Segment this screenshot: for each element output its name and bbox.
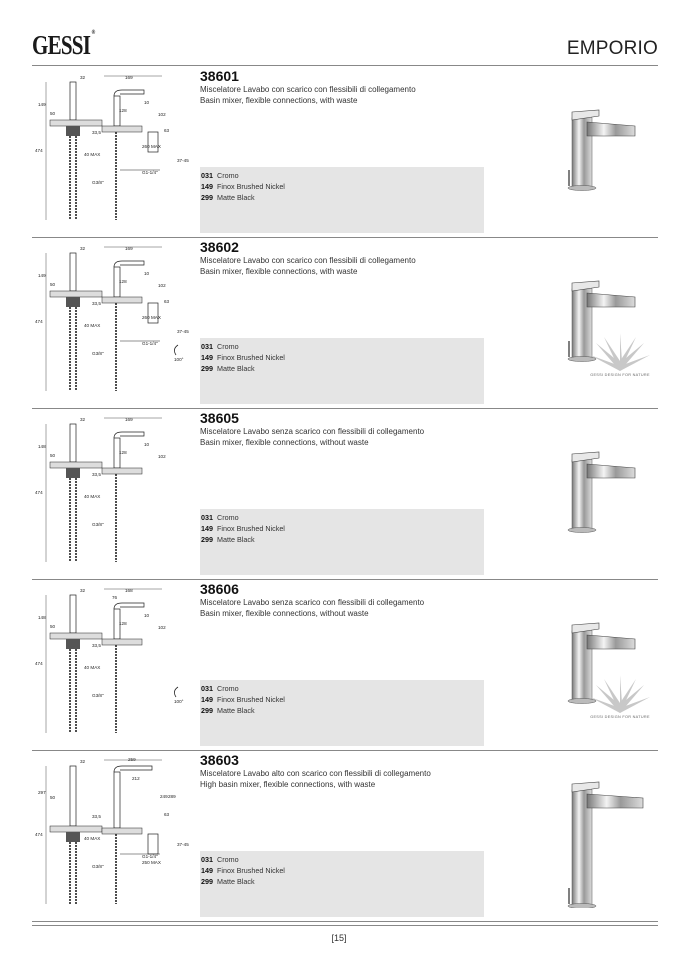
spout-outline — [114, 432, 144, 438]
finish-name: Finox Brushed Nickel — [217, 524, 285, 533]
finish-name: Cromo — [217, 513, 239, 522]
finish-row — [200, 181, 484, 192]
description-italian: Miscelatore Lavabo senza scarico con flessibili di collegamento — [200, 427, 425, 436]
gessi-logo — [32, 30, 94, 61]
finish-name: Cromo — [217, 342, 239, 351]
dimension-label: 297 — [38, 790, 46, 795]
finish-code: 149 — [201, 866, 213, 875]
mounting-nut — [66, 126, 80, 136]
leaf-icon — [580, 675, 660, 715]
finish-code: 299 — [201, 877, 213, 886]
finish-name: Finox Brushed Nickel — [217, 182, 285, 191]
dimension-label: 63 — [164, 299, 170, 304]
dimension-label: 33,5 — [92, 130, 101, 135]
dimension-label: 148 — [38, 615, 46, 620]
design-for-nature-stamp — [580, 675, 660, 725]
dimension-label: 128 — [119, 108, 127, 113]
dimension-label: 102 — [158, 454, 166, 459]
dimension-label: 212 — [132, 776, 140, 781]
dimension-label: 33,5 — [92, 472, 101, 477]
dimension-label: 50 — [50, 795, 56, 800]
dimension-label: 474 — [35, 490, 43, 495]
dimension-label: 474 — [35, 832, 43, 837]
dimension-label: 32 — [80, 417, 86, 422]
mounting-nut — [66, 297, 80, 307]
faucet-base — [568, 186, 596, 191]
product-photo-3 — [527, 436, 647, 566]
series-title: EMPORIO — [566, 38, 658, 59]
dimension-label: G3/8" — [92, 522, 104, 527]
handle-rotation-arc — [174, 687, 178, 697]
finish-code: 299 — [201, 193, 213, 202]
product-description — [200, 597, 424, 619]
finishes-box — [200, 509, 484, 575]
dimension-label: 474 — [35, 319, 43, 324]
technical-drawing-5 — [32, 754, 192, 914]
dimension-label: 10 — [144, 271, 150, 276]
finish-name: Cromo — [217, 855, 239, 864]
countertop-section — [102, 828, 142, 834]
dimension-label: 10 — [144, 613, 150, 618]
faucet-base — [568, 528, 596, 533]
countertop-section — [50, 291, 102, 297]
dimension-label: 50 — [50, 111, 56, 116]
dimension-label: 76 — [112, 595, 118, 600]
finishes-box — [200, 167, 484, 233]
description-english: High basin mixer, flexible connections, with waste — [200, 780, 376, 789]
faucet-spout — [587, 122, 635, 136]
handle-rotation-arc — [174, 345, 178, 355]
dimension-label: 40 MAX — [84, 323, 101, 328]
dimension-label: 100° — [174, 699, 184, 704]
front-view-body — [70, 766, 76, 826]
dimension-label: 102 — [158, 283, 166, 288]
faucet-spout — [587, 293, 635, 307]
spout-outline — [114, 603, 144, 609]
finish-name: Finox Brushed Nickel — [217, 695, 285, 704]
product-description — [200, 768, 431, 790]
finishes-box — [200, 851, 484, 917]
technical-drawing-3 — [32, 412, 192, 572]
leaf-icon — [580, 333, 660, 373]
dimension-label: G3/8" — [92, 693, 104, 698]
product-block-1 — [32, 66, 658, 238]
finish-row — [200, 341, 484, 352]
technical-drawing-1 — [32, 70, 192, 230]
front-view-body — [70, 82, 76, 120]
finish-name: Matte Black — [217, 535, 255, 544]
product-description — [200, 255, 416, 277]
dimension-label: 128 — [119, 279, 127, 284]
dimension-label: 102 — [158, 112, 166, 117]
countertop-section — [102, 468, 142, 474]
dimension-label: 32 — [80, 75, 86, 80]
countertop-section — [102, 126, 142, 132]
finish-code: 031 — [201, 684, 213, 693]
countertop-section — [50, 826, 102, 832]
faucet-spout — [587, 794, 643, 808]
finish-row — [200, 170, 484, 181]
product-photo-5 — [527, 778, 647, 908]
waste-outline — [148, 132, 158, 152]
mounting-nut — [66, 832, 80, 842]
dimension-label: 169 — [125, 246, 133, 251]
product-block-2 — [32, 237, 658, 409]
finish-name: Cromo — [217, 684, 239, 693]
finish-name: Finox Brushed Nickel — [217, 353, 285, 362]
mounting-nut — [66, 639, 80, 649]
finish-code: 031 — [201, 342, 213, 351]
description-italian: Miscelatore Lavabo alto con scarico con flessibili di collegamento — [200, 769, 431, 778]
product-photo-1 — [527, 94, 647, 224]
finish-code: 031 — [201, 855, 213, 864]
finishes-box — [200, 338, 484, 404]
dimension-label: 63 — [164, 128, 170, 133]
finish-row — [200, 352, 484, 363]
finish-code: 299 — [201, 364, 213, 373]
finish-name: Matte Black — [217, 364, 255, 373]
design-for-nature-stamp — [580, 333, 660, 383]
finish-row — [200, 523, 484, 534]
finish-code: 031 — [201, 513, 213, 522]
countertop-section — [50, 120, 102, 126]
dimension-label: G3/8" — [92, 351, 104, 356]
dimension-label: 63 — [164, 812, 170, 817]
dimension-label: 33,5 — [92, 643, 101, 648]
technical-drawing-2 — [32, 241, 192, 401]
dimension-label: 260 MAX — [142, 315, 161, 320]
dimension-label: 260 MAX — [142, 144, 161, 149]
dimension-label: 40 MAX — [84, 836, 101, 841]
dimension-label: 50 — [50, 453, 56, 458]
dimension-label: 249 — [160, 794, 168, 799]
dimension-label: 10 — [144, 100, 150, 105]
product-description — [200, 84, 416, 106]
finish-row — [200, 534, 484, 545]
product-code: 38601 — [200, 68, 239, 84]
dimension-label: 259 — [128, 757, 136, 762]
description-english: Basin mixer, flexible connections, with waste — [200, 267, 358, 276]
finish-name: Finox Brushed Nickel — [217, 866, 285, 875]
finish-code: 149 — [201, 524, 213, 533]
waste-outline — [148, 303, 158, 323]
finish-row — [200, 705, 484, 716]
dimension-label: G1-1/4" — [142, 854, 158, 859]
countertop-section — [102, 639, 142, 645]
finish-code: 031 — [201, 171, 213, 180]
dimension-label: 148 — [38, 444, 46, 449]
product-code: 38603 — [200, 752, 239, 768]
dimension-label: 37-45 — [177, 329, 189, 334]
dimension-label: 32 — [80, 759, 86, 764]
finish-row — [200, 694, 484, 705]
finish-name: Matte Black — [217, 877, 255, 886]
dimension-label: G1-1/4" — [142, 170, 158, 175]
spout-outline — [114, 261, 144, 267]
finish-code: 299 — [201, 706, 213, 715]
description-english: Basin mixer, flexible connections, with waste — [200, 96, 358, 105]
product-block-3 — [32, 408, 658, 580]
product-description — [200, 426, 424, 448]
dimension-label: 50 — [50, 624, 56, 629]
waste-outline — [148, 834, 158, 854]
countertop-section — [50, 462, 102, 468]
dimension-label: 33,5 — [92, 301, 101, 306]
logo-registered-mark: ® — [91, 30, 95, 36]
finish-code: 149 — [201, 353, 213, 362]
dimension-label: 40 MAX — [84, 152, 101, 157]
dimension-label: G3/8" — [92, 864, 104, 869]
stamp-text: GESSI DESIGN FOR NATURE — [590, 373, 650, 377]
spout-outline — [114, 766, 152, 772]
dimension-label: 37-45 — [177, 842, 189, 847]
dimension-label: 40 MAX — [84, 494, 101, 499]
finish-row — [200, 865, 484, 876]
spout-outline — [114, 90, 144, 96]
description-italian: Miscelatore Lavabo con scarico con flessibili di collegamento — [200, 256, 416, 265]
dimension-label: 250 MAX — [142, 860, 161, 865]
page-number: [15] — [331, 933, 347, 943]
dimension-label: G1-1/4" — [142, 341, 158, 346]
dimension-label: G3/8" — [92, 180, 104, 185]
dimension-label: 474 — [35, 661, 43, 666]
stamp-text: GESSI DESIGN FOR NATURE — [590, 715, 650, 719]
product-code: 38606 — [200, 581, 239, 597]
dimension-label: 149 — [38, 102, 46, 107]
finish-code: 299 — [201, 535, 213, 544]
dimension-label: 40 MAX — [84, 665, 101, 670]
dimension-label: 168 — [125, 588, 133, 593]
footer-divider — [32, 925, 658, 926]
finish-name: Matte Black — [217, 706, 255, 715]
description-italian: Miscelatore Lavabo senza scarico con flessibili di collegamento — [200, 598, 425, 607]
finish-row — [200, 683, 484, 694]
finish-row — [200, 363, 484, 374]
dimension-label: 169 — [125, 417, 133, 422]
finish-row — [200, 192, 484, 203]
faucet-spout — [587, 464, 635, 478]
description-italian: Miscelatore Lavabo con scarico con flessibili di collegamento — [200, 85, 416, 94]
finish-row — [200, 512, 484, 523]
product-code: 38602 — [200, 239, 239, 255]
mounting-nut — [66, 468, 80, 478]
finish-row — [200, 854, 484, 865]
dimension-label: 102 — [158, 625, 166, 630]
dimension-label: 32 — [80, 246, 86, 251]
countertop-section — [102, 297, 142, 303]
finish-name: Matte Black — [217, 193, 255, 202]
finishes-box — [200, 680, 484, 746]
product-block-4 — [32, 579, 658, 751]
dimension-label: 33,5 — [92, 814, 101, 819]
dimension-label: 100° — [174, 357, 184, 362]
faucet-spout — [587, 635, 635, 649]
countertop-section — [50, 633, 102, 639]
dimension-label: 128 — [119, 450, 127, 455]
dimension-label: 289 — [168, 794, 176, 799]
dimension-label: 149 — [38, 273, 46, 278]
finish-code: 149 — [201, 695, 213, 704]
front-view-body — [70, 424, 76, 462]
front-view-body — [70, 253, 76, 291]
finish-code: 149 — [201, 182, 213, 191]
dimension-label: 128 — [119, 621, 127, 626]
logo-text: GESSI — [32, 30, 91, 60]
dimension-label: 474 — [35, 148, 43, 153]
front-view-body — [70, 595, 76, 633]
dimension-label: 50 — [50, 282, 56, 287]
description-english: Basin mixer, flexible connections, without waste — [200, 438, 369, 447]
dimension-label: 169 — [125, 75, 133, 80]
dimension-label: 37-45 — [177, 158, 189, 163]
side-view-body — [114, 772, 120, 828]
product-code: 38605 — [200, 410, 239, 426]
description-english: Basin mixer, flexible connections, without waste — [200, 609, 369, 618]
dimension-label: 32 — [80, 588, 86, 593]
product-block-5 — [32, 750, 658, 922]
faucet-base — [568, 904, 596, 909]
technical-drawing-4 — [32, 583, 192, 743]
dimension-label: 10 — [144, 442, 150, 447]
finish-name: Cromo — [217, 171, 239, 180]
finish-row — [200, 876, 484, 887]
